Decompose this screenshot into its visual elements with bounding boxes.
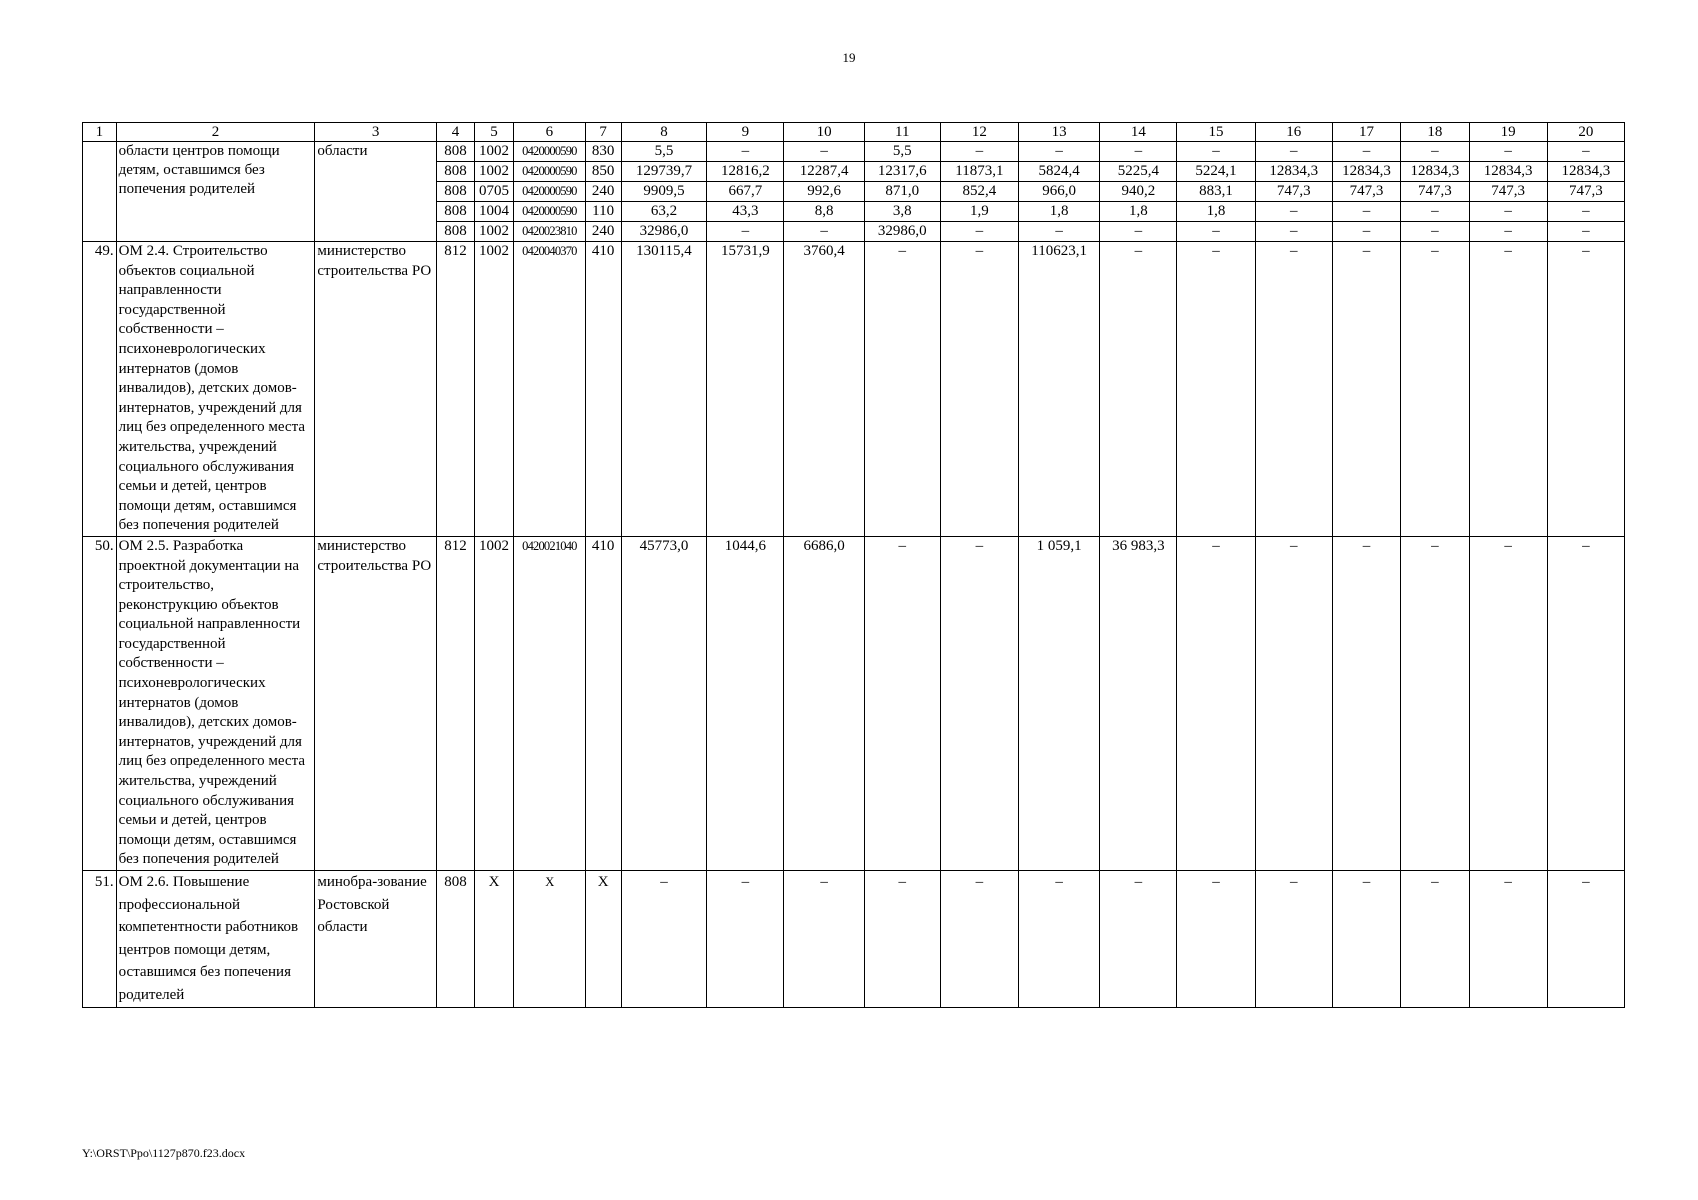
value-cell: – [940, 536, 1018, 870]
value-cell: 966,0 [1018, 182, 1099, 202]
table-row [83, 871, 1625, 1008]
value-cell: 12816,2 [707, 162, 784, 182]
value-cell: – [784, 222, 864, 242]
column-number-header: 5 [474, 123, 513, 142]
value-cell: 5224,1 [1177, 162, 1255, 182]
value-cell: 850 [585, 162, 621, 182]
value-cell: – [1255, 536, 1332, 870]
budget-code-cell: 0420000590 [514, 162, 586, 182]
executor-cell: министерство строительства РО [315, 536, 437, 870]
value-cell: – [707, 871, 784, 1008]
value-cell: – [1469, 242, 1547, 537]
value-cell: – [1018, 142, 1099, 162]
value-cell: 747,3 [1332, 182, 1400, 202]
column-number-header: 11 [864, 123, 940, 142]
value-cell: 830 [585, 142, 621, 162]
value-cell: 12834,3 [1255, 162, 1332, 182]
value-cell: – [1332, 242, 1400, 537]
value-cell: – [1255, 202, 1332, 222]
column-number-header: 8 [621, 123, 707, 142]
value-cell: – [1401, 242, 1469, 537]
value-cell: 1,8 [1177, 202, 1255, 222]
value-cell: 3760,4 [784, 242, 864, 537]
row-index-cell: 49. [83, 242, 117, 537]
column-number-header: 2 [116, 123, 315, 142]
value-cell: 747,3 [1469, 182, 1547, 202]
value-cell: 808 [436, 142, 474, 162]
value-cell: – [864, 871, 940, 1008]
value-cell: 6686,0 [784, 536, 864, 870]
value-cell: 12287,4 [784, 162, 864, 182]
column-number-header: 14 [1100, 123, 1177, 142]
value-cell: – [1547, 142, 1624, 162]
measure-name-cell: ОМ 2.6. Повышение профессиональной компетентности работников центров помощи детям, оставшимся без попечения родителей [116, 871, 315, 1008]
value-cell: – [1177, 142, 1255, 162]
value-cell: 747,3 [1401, 182, 1469, 202]
value-cell: 32986,0 [621, 222, 707, 242]
value-cell: 871,0 [864, 182, 940, 202]
value-cell: – [1100, 222, 1177, 242]
value-cell: 410 [585, 536, 621, 870]
column-number-header: 20 [1547, 123, 1624, 142]
value-cell: – [1401, 536, 1469, 870]
budget-code-cell: 0420000590 [514, 142, 586, 162]
value-cell: – [1401, 222, 1469, 242]
budget-code-cell: 0420021040 [514, 536, 586, 870]
measure-name-cell: ОМ 2.5. Разработка проектной документации на строительство, реконструкцию объектов социальной направленности государственной собственности – психоневрологических интернатов (домов инвалидов), детских домов-интернатов, учреждений для лиц без определенного места жительства, учреждений социального обслуживания семьи и детей, центров помощи детям, оставшимся без попечения родителей [116, 536, 315, 870]
value-cell: 808 [436, 222, 474, 242]
value-cell: 5824,4 [1018, 162, 1099, 182]
value-cell: – [1255, 242, 1332, 537]
executor-cell: области [315, 142, 437, 242]
value-cell: 240 [585, 222, 621, 242]
value-cell: 12834,3 [1469, 162, 1547, 182]
value-cell: – [1547, 536, 1624, 870]
value-cell: – [940, 142, 1018, 162]
header-row [83, 123, 1625, 142]
value-cell: 130115,4 [621, 242, 707, 537]
value-cell: 883,1 [1177, 182, 1255, 202]
value-cell: 3,8 [864, 202, 940, 222]
value-cell: 808 [436, 202, 474, 222]
value-cell: 240 [585, 182, 621, 202]
column-number-header: 19 [1469, 123, 1547, 142]
column-number-header: 17 [1332, 123, 1400, 142]
value-cell: 0705 [474, 182, 513, 202]
value-cell: – [1469, 202, 1547, 222]
column-number-header: 4 [436, 123, 474, 142]
value-cell: – [1401, 871, 1469, 1008]
value-cell: – [707, 142, 784, 162]
value-cell: – [1547, 202, 1624, 222]
column-number-header: 1 [83, 123, 117, 142]
table-row [83, 142, 1625, 162]
value-cell: 1,8 [1018, 202, 1099, 222]
row-index-cell: 51. [83, 871, 117, 1008]
value-cell: – [1401, 142, 1469, 162]
column-number-header: 15 [1177, 123, 1255, 142]
column-number-header: 10 [784, 123, 864, 142]
value-cell: – [1177, 242, 1255, 537]
value-cell: 747,3 [1255, 182, 1332, 202]
page-number: 19 [842, 50, 856, 65]
value-cell: – [940, 242, 1018, 537]
column-number-header: 13 [1018, 123, 1099, 142]
measure-name-cell: ОМ 2.4. Строительство объектов социальной направленности государственной собственности – психоневрологических интернатов (домов инвалидов), детских домов-интернатов, учреждений для лиц без определенного места жительства, учреждений социального обслуживания семьи и детей, центров помощи детям, оставшимся без попечения родителей [116, 242, 315, 537]
budget-code-cell: Х [514, 871, 586, 1008]
value-cell: 63,2 [621, 202, 707, 222]
budget-code-cell: 0420040370 [514, 242, 586, 537]
value-cell: – [1547, 871, 1624, 1008]
executor-cell: минобра-зование Ростовской области [315, 871, 437, 1008]
column-number-header: 7 [585, 123, 621, 142]
value-cell: – [1177, 871, 1255, 1008]
value-cell: – [1018, 871, 1099, 1008]
value-cell: – [1255, 142, 1332, 162]
value-cell: 812 [436, 242, 474, 537]
value-cell: – [1469, 142, 1547, 162]
footer-file-path: Y:\ORST\Ppo\1127p870.f23.docx [82, 1146, 246, 1160]
value-cell: – [1100, 871, 1177, 1008]
value-cell: 747,3 [1547, 182, 1624, 202]
value-cell: – [1332, 871, 1400, 1008]
value-cell: 1002 [474, 142, 513, 162]
value-cell: 667,7 [707, 182, 784, 202]
value-cell: 1 059,1 [1018, 536, 1099, 870]
value-cell: 32986,0 [864, 222, 940, 242]
value-cell: – [1100, 242, 1177, 537]
value-cell: – [1469, 222, 1547, 242]
budget-code-cell: 0420000590 [514, 182, 586, 202]
value-cell: 1044,6 [707, 536, 784, 870]
value-cell: 9909,5 [621, 182, 707, 202]
value-cell: – [864, 536, 940, 870]
value-cell: 1002 [474, 536, 513, 870]
value-cell: 1004 [474, 202, 513, 222]
row-index-cell: 50. [83, 536, 117, 870]
value-cell: 5,5 [864, 142, 940, 162]
value-cell: 36 983,3 [1100, 536, 1177, 870]
value-cell: 110623,1 [1018, 242, 1099, 537]
value-cell: – [621, 871, 707, 1008]
executor-cell: министерство строительства РО [315, 242, 437, 537]
value-cell: Х [474, 871, 513, 1008]
value-cell: 129739,7 [621, 162, 707, 182]
value-cell: 992,6 [784, 182, 864, 202]
column-number-header: 18 [1401, 123, 1469, 142]
column-number-header: 3 [315, 123, 437, 142]
value-cell: 8,8 [784, 202, 864, 222]
value-cell: – [864, 242, 940, 537]
value-cell: – [940, 222, 1018, 242]
value-cell: – [1547, 242, 1624, 537]
value-cell: – [940, 871, 1018, 1008]
budget-table [82, 122, 1625, 1008]
value-cell: 1,8 [1100, 202, 1177, 222]
value-cell: – [1469, 536, 1547, 870]
value-cell: – [1018, 222, 1099, 242]
value-cell: 12834,3 [1332, 162, 1400, 182]
value-cell: 1,9 [940, 202, 1018, 222]
value-cell: 1002 [474, 242, 513, 537]
column-number-header: 6 [514, 123, 586, 142]
budget-code-cell: 0420023810 [514, 222, 586, 242]
value-cell: 940,2 [1100, 182, 1177, 202]
column-number-header: 9 [707, 123, 784, 142]
value-cell: 852,4 [940, 182, 1018, 202]
value-cell: – [1332, 202, 1400, 222]
value-cell: – [1100, 142, 1177, 162]
value-cell: – [1332, 222, 1400, 242]
value-cell: – [784, 142, 864, 162]
value-cell: – [1547, 222, 1624, 242]
value-cell: 1002 [474, 222, 513, 242]
value-cell: 110 [585, 202, 621, 222]
value-cell: – [1332, 536, 1400, 870]
budget-code-cell: 0420000590 [514, 202, 586, 222]
value-cell: – [707, 222, 784, 242]
value-cell: 12834,3 [1401, 162, 1469, 182]
value-cell: – [1332, 142, 1400, 162]
value-cell: – [1255, 871, 1332, 1008]
value-cell: – [1401, 202, 1469, 222]
column-number-header: 12 [940, 123, 1018, 142]
value-cell: 43,3 [707, 202, 784, 222]
row-index-cell [83, 142, 117, 242]
value-cell: 15731,9 [707, 242, 784, 537]
column-number-header: 16 [1255, 123, 1332, 142]
value-cell: 1002 [474, 162, 513, 182]
value-cell: 808 [436, 871, 474, 1008]
value-cell: – [1177, 536, 1255, 870]
value-cell: – [1255, 222, 1332, 242]
value-cell: 12317,6 [864, 162, 940, 182]
value-cell: – [784, 871, 864, 1008]
table-row [83, 536, 1625, 870]
value-cell: 410 [585, 242, 621, 537]
value-cell: Х [585, 871, 621, 1008]
table-row [83, 242, 1625, 537]
value-cell: 5225,4 [1100, 162, 1177, 182]
value-cell: 808 [436, 182, 474, 202]
value-cell: – [1177, 222, 1255, 242]
value-cell: 808 [436, 162, 474, 182]
value-cell: 11873,1 [940, 162, 1018, 182]
value-cell: 45773,0 [621, 536, 707, 870]
measure-name-cell: области центров помощи детям, оставшимся без попечения родителей [116, 142, 315, 242]
value-cell: 12834,3 [1547, 162, 1624, 182]
value-cell: – [1469, 871, 1547, 1008]
value-cell: 812 [436, 536, 474, 870]
value-cell: 5,5 [621, 142, 707, 162]
